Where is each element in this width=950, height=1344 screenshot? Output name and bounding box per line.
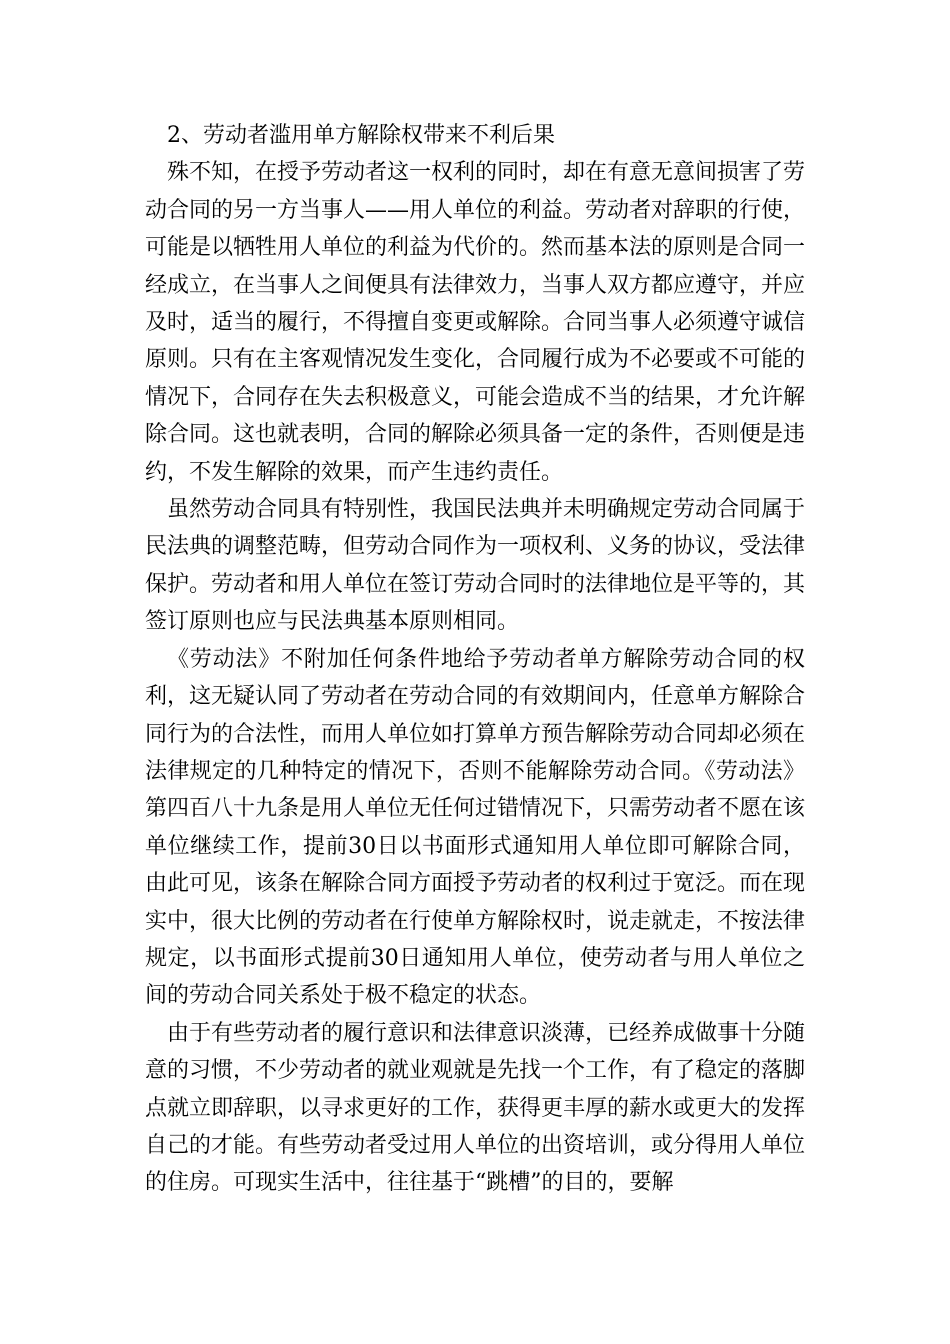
paragraph-1: 殊不知，在授予劳动者这一权利的同时，却在有意无意间损害了劳动合同的另一方当事人——用人单位的利益。劳动者对辞职的行使，可能是以牺牲用人单位的利益为代价的。然而基本法的原则是合同一经成立，在当事人之间便具有法律效力，当事人双方都应遵守，并应及时，适当的履行，不得擅自变更或解除。合同当事人必须遵守诚信原则。只有在主客观情况发生变化，合同履行成为不必要或不可能的情况下，合同存在失去积极意义，可能会造成不当的结果，才允许解除合同。这也就表明，合同的解除必须具备一定的条件，否则便是违约，不发生解除的效果，而产生违约责任。 [145,160,806,485]
document-body [145,117,805,1202]
paragraph-3: 《劳动法》不附加任何条件地给予劳动者单方解除劳动合同的权利，这无疑认同了劳动者在劳动合同的有效期间内，任意单方解除合同行为的合法性，而用人单位如打算单方预告解除劳动合同却必须在法律规定的几种特定的情况下，否则不能解除劳动合同。《劳动法》第四百八十九条是用人单位无任何过错情况下，只需劳动者不愿在该单位继续工作，提前30日以书面形式通知用人单位即可解除合同，由此可见，该条在解除合同方面授予劳动者的权利过于宽泛。而在现实中，很大比例的劳动者在行使单方解除权时，说走就走，不按法律规定，以书面形式提前30日通知用人单位，使劳动者与用人单位之间的劳动合同关系处于极不稳定的状态。 [145,646,806,1009]
section-heading: 2、劳动者滥用单方解除权带来不利后果 [167,123,555,148]
paragraph-2: 虽然劳动合同具有特别性，我国民法典并未明确规定劳动合同属于民法典的调整范畴，但劳动合同作为一项权利、义务的协议，受法律保护。劳动者和用人单位在签订劳动合同时的法律地位是平等的，其签订原则也应与民法典基本原则相同。 [145,497,806,635]
paragraph-4: 由于有些劳动者的履行意识和法律意识淡薄，已经养成做事十分随意的习惯，不少劳动者的就业观就是先找一个工作，有了稳定的落脚点就立即辞职，以寻求更好的工作，获得更丰厚的薪水或更大的发挥自己的才能。有些劳动者受过用人单位的出资培训，或分得用人单位的住房。可现实生活中，往往基于“跳槽”的目的，要解 [145,1020,806,1196]
